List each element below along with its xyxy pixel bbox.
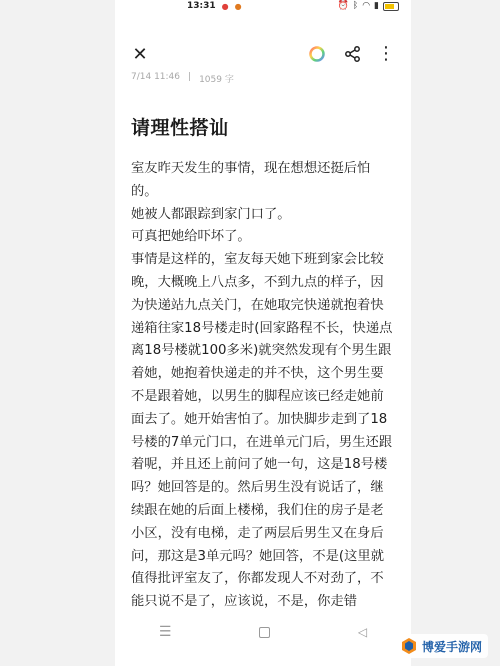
system-nav-bar xyxy=(115,612,411,652)
more-vertical-icon: ⋮ xyxy=(377,43,395,64)
meta-divider: | xyxy=(188,72,192,82)
note-body[interactable] xyxy=(131,158,393,614)
notification-icon: ● xyxy=(221,1,229,11)
status-time: 13:31 xyxy=(187,1,216,11)
phone-screen xyxy=(115,0,411,666)
color-ring-icon xyxy=(307,44,327,64)
alarm-icon: ⏰ xyxy=(337,1,349,11)
note-date: 7/14 11:46 xyxy=(131,72,181,82)
note-toolbar xyxy=(115,30,411,78)
recent-apps-button[interactable]: ☰ xyxy=(158,624,172,640)
note-word-count: 1059 字 xyxy=(199,75,234,85)
watermark-text: 博爱手游网 xyxy=(421,639,482,654)
site-watermark xyxy=(397,634,488,658)
note-meta xyxy=(131,72,234,85)
close-button[interactable] xyxy=(129,44,151,66)
share-button[interactable] xyxy=(343,44,363,64)
battery-icon xyxy=(383,2,399,11)
note-title[interactable]: 请理性搭讪 xyxy=(131,117,229,139)
signal-icon: ▮ xyxy=(374,1,379,11)
more-options-button[interactable] xyxy=(377,43,393,65)
theme-color-button[interactable] xyxy=(307,44,327,64)
note-paragraph: 她被人都跟踪到家门口了。 xyxy=(131,206,291,222)
wifi-icon: ◠ xyxy=(362,1,371,11)
app-notification-icon: ● xyxy=(234,1,242,11)
note-paragraph: 室友昨天发生的事情，现在想想还挺后怕的。 xyxy=(131,161,371,199)
status-bar xyxy=(115,0,411,12)
home-button[interactable] xyxy=(259,627,270,638)
bluetooth-icon: ᛒ xyxy=(352,1,359,11)
close-icon: ✕ xyxy=(132,44,148,65)
back-button[interactable]: ◁ xyxy=(357,625,368,639)
note-paragraph: 可真把她给吓坏了。 xyxy=(131,229,251,245)
watermark-logo-icon xyxy=(400,637,418,655)
share-icon xyxy=(343,44,363,64)
note-paragraph: 事情是这样的，室友每天她下班到家会比较晚，大概晚上八点多，不到九点的样子，因为快递站九点关门，在她取完快递就抱着快递箱往家18号楼走时(回家路程不长，快递点离18号楼就100多米)就突然发现有个男生跟着她，她抱着快递走的并不快，这个男生要不是跟着她，以男生的脚程应该已经走她前面去了。她开始害怕了。加快脚步走到了18号楼的7单元门口，在进单元门后，男生还跟着呢，并且还上前问了她一句，这是18号楼吗？她回答是的。然后男生没有说话了，继续跟在她的后面上楼梯，我们住的房子是老小区，没有电梯，走了两层后男生又在身后问，那这是3单元吗？她回答，不是(这里就值得批评室友了，你都发现人不对劲了，不能只说不是了，应该说，不是，你走错 xyxy=(131,252,393,610)
